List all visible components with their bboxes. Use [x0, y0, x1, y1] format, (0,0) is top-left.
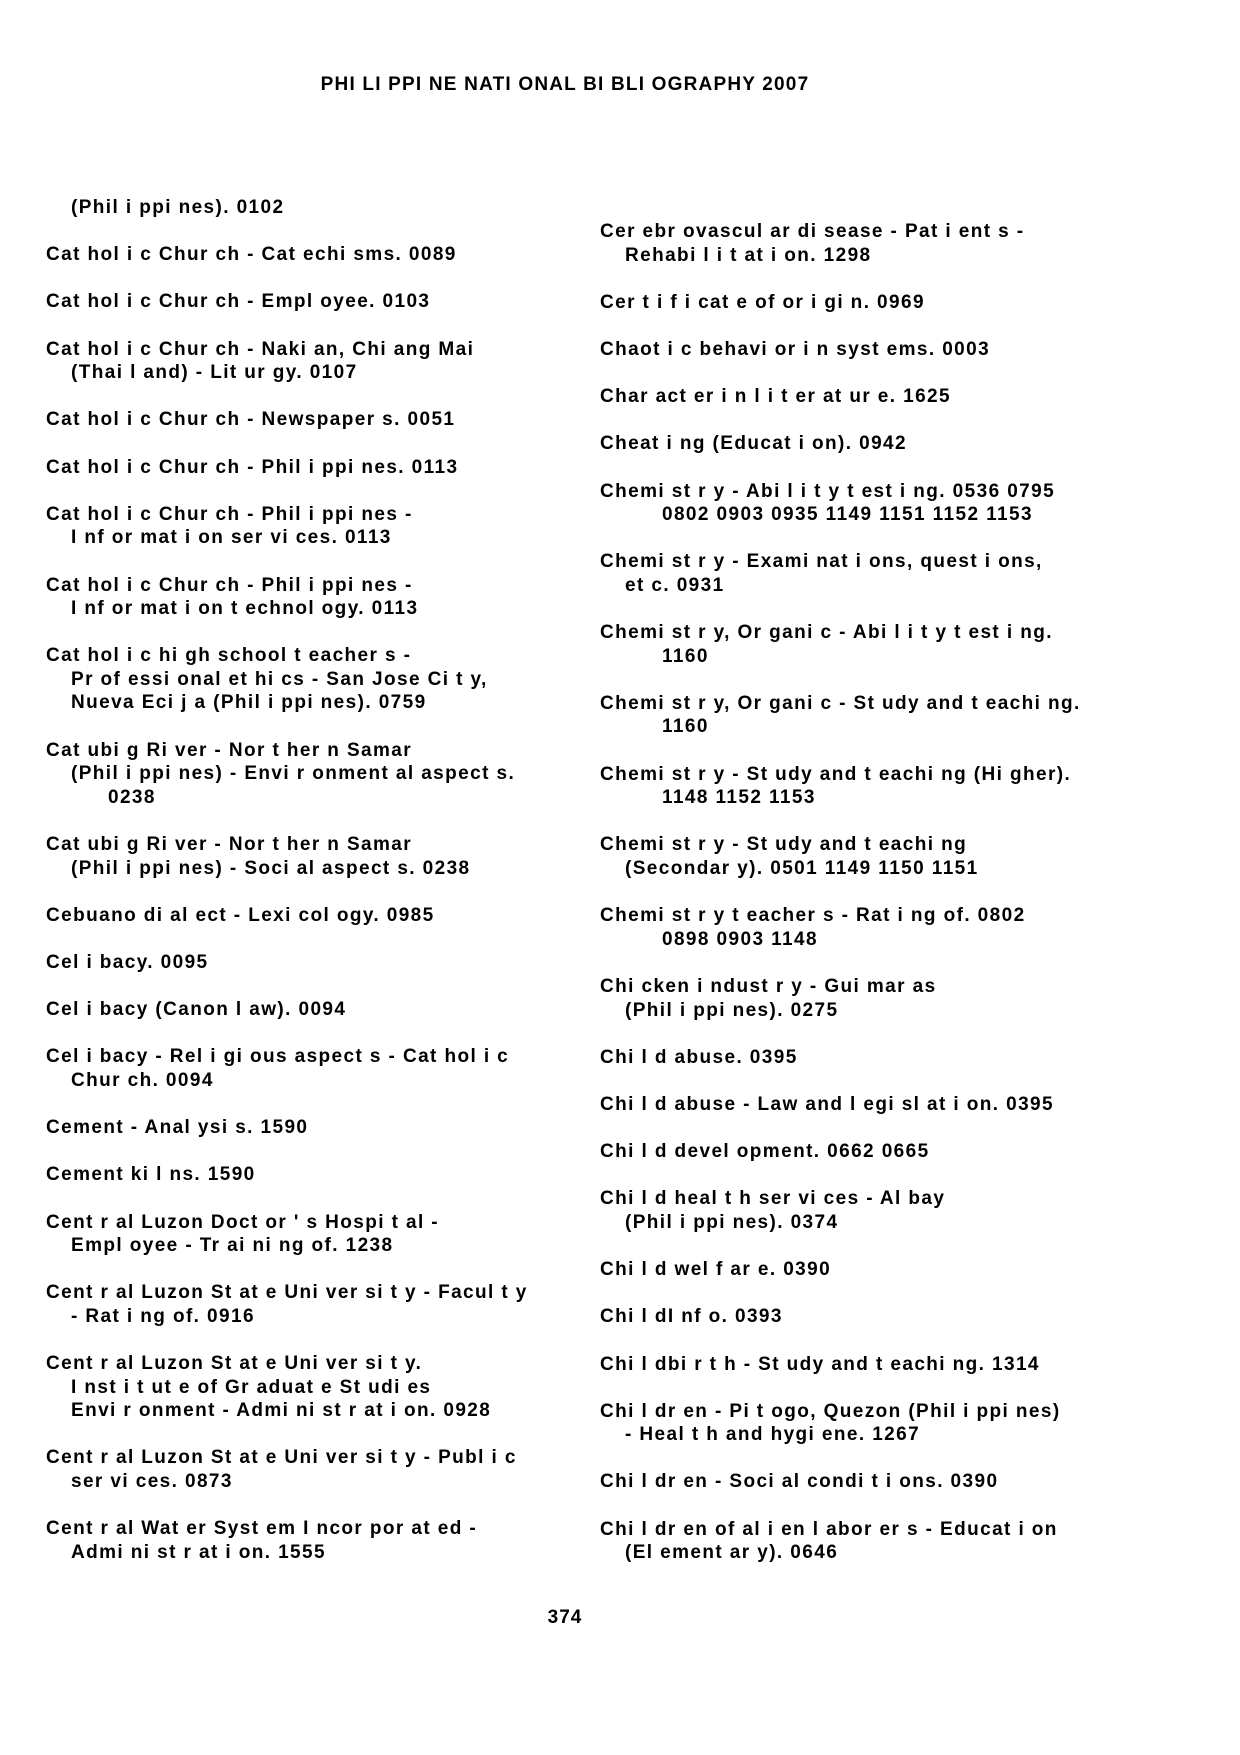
index-entry-line: Chi l dI nf o. 0393: [600, 1306, 783, 1328]
index-entry: [46, 1517, 566, 1564]
index-entry-line: Chi l d wel f ar e. 0390: [600, 1259, 832, 1281]
index-entry-line: Empl oyee - Tr ai ni ng of. 1238: [71, 1235, 394, 1257]
index-entry: [600, 291, 1120, 315]
index-entry-line: (Secondar y). 0501 1149 1150 1151: [625, 858, 979, 880]
index-entry: [46, 243, 566, 267]
index-entry: [600, 904, 1120, 951]
index-entry-line: Cat hol i c Chur ch - Empl oyee. 0103: [46, 291, 431, 313]
index-entry-line: Chemi st r y - St udy and t eachi ng (Hi gher).: [600, 763, 1072, 785]
index-entry: [600, 220, 1120, 267]
page-title: PHI LI PPI NE NATI ONAL BI BLI OGRAPHY 2007: [320, 74, 810, 95]
index-entry: [600, 550, 1120, 597]
index-entry: [46, 196, 566, 220]
index-entry-line: Cheat i ng (Educat i on). 0942: [600, 433, 907, 455]
index-entry: [600, 975, 1120, 1022]
index-entry: [46, 644, 566, 715]
index-entry-line: Chur ch. 0094: [71, 1069, 214, 1091]
index-entry: [600, 1140, 1120, 1164]
index-entry: [600, 1258, 1120, 1282]
index-entry-line: Nueva Eci j a (Phil i ppi nes). 0759: [71, 692, 427, 714]
index-entry-line: ser vi ces. 0873: [71, 1471, 233, 1493]
index-entry: [46, 1281, 566, 1328]
index-entry-line: (Phil i ppi nes) - Envi r onment al aspect s.: [71, 763, 516, 785]
index-entry-line: Cement ki l ns. 1590: [46, 1164, 256, 1186]
index-entry-line: Chi l dr en - Soci al condi t i ons. 0390: [600, 1471, 999, 1493]
index-entry: [46, 408, 566, 432]
index-entry-line: Chi l d heal t h ser vi ces - Al bay: [600, 1188, 946, 1210]
index-entry-line: 0898 0903 1148: [662, 928, 818, 950]
index-entry-line: Cel i bacy. 0095: [46, 952, 209, 973]
index-entry-line: Chi l d devel opment. 0662 0665: [600, 1141, 930, 1163]
index-entry-line: Chi l dbi r t h - St udy and t eachi ng. 1314: [600, 1353, 1040, 1375]
index-entry: [600, 1305, 1120, 1329]
index-entry: [600, 1353, 1120, 1377]
index-entry: [46, 1211, 566, 1258]
index-entry-line: Chaot i c behavi or i n syst ems. 0003: [600, 338, 991, 360]
index-entry-line: Rehabi l i t at i on. 1298: [625, 244, 872, 266]
index-entry: [600, 1400, 1120, 1447]
index-entry: [46, 1352, 566, 1423]
index-entry-line: Cat ubi g Ri ver - Nor t her n Samar: [46, 834, 413, 856]
index-entry: [46, 338, 566, 385]
index-entry-line: Cer t i f i cat e of or i gi n. 0969: [600, 291, 925, 313]
index-entry: [600, 621, 1120, 668]
index-entry: [600, 1187, 1120, 1234]
index-entry-line: - Rat i ng of. 0916: [71, 1305, 255, 1327]
page-number: 374: [547, 1607, 583, 1628]
index-entry-line: Cat hol i c Chur ch - Phil i ppi nes -: [46, 503, 413, 525]
index-entry-line: Cat hol i c Chur ch - Newspaper s. 0051: [46, 409, 456, 431]
index-entry-line: Cent r al Luzon St at e Uni ver si t y - Publ i c: [46, 1447, 517, 1469]
index-entry-line: (Phil i ppi nes) - Soci al aspect s. 0238: [71, 857, 471, 879]
index-entry-line: Cer ebr ovascul ar di sease - Pat i ent s -: [600, 221, 1025, 242]
index-entry: [46, 739, 566, 810]
index-entry-line: Cel i bacy - Rel i gi ous aspect s - Cat hol i c: [46, 1046, 510, 1068]
index-entry-line: Cent r al Luzon Doct or ' s Hospi t al -: [46, 1211, 440, 1233]
index-entry-line: (Phil i ppi nes). 0102: [71, 197, 285, 218]
index-entry: [46, 951, 566, 975]
index-entry: [46, 998, 566, 1022]
index-entry: [46, 456, 566, 480]
index-entry-line: 1160: [662, 645, 709, 667]
left-index-column: [46, 196, 566, 1588]
index-entry-line: (El ement ar y). 0646: [625, 1542, 839, 1564]
index-entry-line: 1160: [662, 716, 709, 738]
index-entry-line: (Phil i ppi nes). 0275: [625, 999, 839, 1021]
index-entry-line: Cebuano di al ect - Lexi col ogy. 0985: [46, 904, 435, 926]
index-entry: [600, 480, 1120, 527]
index-entry-line: et c. 0931: [625, 574, 725, 596]
index-entry: [46, 1116, 566, 1140]
index-entry-line: Chi l dr en of al i en l abor er s - Educat i on: [600, 1518, 1058, 1540]
index-entry-line: Chemi st r y - Exami nat i ons, quest i ons,: [600, 551, 1043, 573]
index-entry-line: Cat hol i c Chur ch - Naki an, Chi ang Mai: [46, 338, 475, 360]
index-entry: [600, 1046, 1120, 1070]
index-entry-line: Cat hol i c Chur ch - Cat echi sms. 0089: [46, 244, 457, 266]
index-entry-line: Chemi st r y - Abi l i t y t est i ng. 0536 0795: [600, 480, 1056, 502]
index-entry-line: Chemi st r y, Or gani c - St udy and t eachi ng.: [600, 692, 1081, 714]
index-entry: [46, 503, 566, 550]
index-entry: [600, 833, 1120, 880]
index-entry: [600, 1093, 1120, 1117]
index-entry-line: Cat ubi g Ri ver - Nor t her n Samar: [46, 739, 413, 761]
index-entry-line: Cent r al Luzon St at e Uni ver si t y - Facul t y: [46, 1282, 528, 1304]
index-entry-line: Chemi st r y - St udy and t eachi ng: [600, 834, 968, 856]
index-entry: [600, 385, 1120, 409]
index-entry-line: Cement - Anal ysi s. 1590: [46, 1117, 309, 1139]
index-entry: [46, 1163, 566, 1187]
index-entry: [46, 290, 566, 314]
index-entry-line: Pr of essi onal et hi cs - San Jose Ci t y,: [71, 668, 488, 690]
index-entry-line: 0238: [108, 786, 156, 808]
index-entry-line: Cat hol i c Chur ch - Phil i ppi nes. 0113: [46, 456, 459, 478]
index-entry-line: Cat hol i c hi gh school t eacher s -: [46, 645, 412, 667]
index-entry-line: Cent r al Luzon St at e Uni ver si t y.: [46, 1353, 423, 1375]
index-entry-line: Chi l d abuse. 0395: [600, 1046, 798, 1068]
index-entry: [600, 338, 1120, 362]
index-entry-line: I nst i t ut e of Gr aduat e St udi es: [71, 1376, 432, 1398]
index-entry-line: I nf or mat i on ser vi ces. 0113: [71, 527, 392, 549]
index-entry: [46, 1045, 566, 1092]
index-entry-line: Cent r al Wat er Syst em I ncor por at ed -: [46, 1518, 478, 1540]
index-entry: [46, 833, 566, 880]
index-entry-line: Cel i bacy (Canon l aw). 0094: [46, 999, 347, 1021]
index-entry-line: Chemi st r y, Or gani c - Abi l i t y t est i ng.: [600, 622, 1053, 644]
right-index-column: [600, 220, 1120, 1588]
index-entry: [46, 904, 566, 928]
index-entry-line: Chi l d abuse - Law and l egi sl at i on. 0395: [600, 1093, 1054, 1115]
index-entry-line: (Thai l and) - Lit ur gy. 0107: [71, 362, 358, 384]
index-entry: [600, 1470, 1120, 1494]
index-entry: [600, 692, 1120, 739]
index-entry: [46, 1446, 566, 1493]
index-entry-line: Chi cken i ndust r y - Gui mar as: [600, 976, 937, 997]
index-entry-line: Envi r onment - Admi ni st r at i on. 0928: [71, 1400, 492, 1422]
index-entry: [600, 1518, 1120, 1565]
index-entry-line: Cat hol i c Chur ch - Phil i ppi nes -: [46, 574, 413, 596]
index-entry-line: - Heal t h and hygi ene. 1267: [625, 1424, 921, 1446]
index-entry-line: Chemi st r y t eacher s - Rat i ng of. 0802: [600, 905, 1026, 927]
index-entry-line: 0802 0903 0935 1149 1151 1152 1153: [662, 504, 1033, 526]
index-entry-line: (Phil i ppi nes). 0374: [625, 1211, 839, 1233]
index-entry: [600, 763, 1120, 810]
index-entry-line: Chi l dr en - Pi t ogo, Quezon (Phil i ppi nes): [600, 1400, 1061, 1422]
index-entry-line: Admi ni st r at i on. 1555: [71, 1541, 326, 1563]
index-entry: [600, 432, 1120, 456]
index-entry-line: 1148 1152 1153: [662, 787, 816, 809]
index-entry-line: I nf or mat i on t echnol ogy. 0113: [71, 598, 419, 620]
index-entry: [46, 574, 566, 621]
index-entry-line: Char act er i n l i t er at ur e. 1625: [600, 386, 951, 408]
